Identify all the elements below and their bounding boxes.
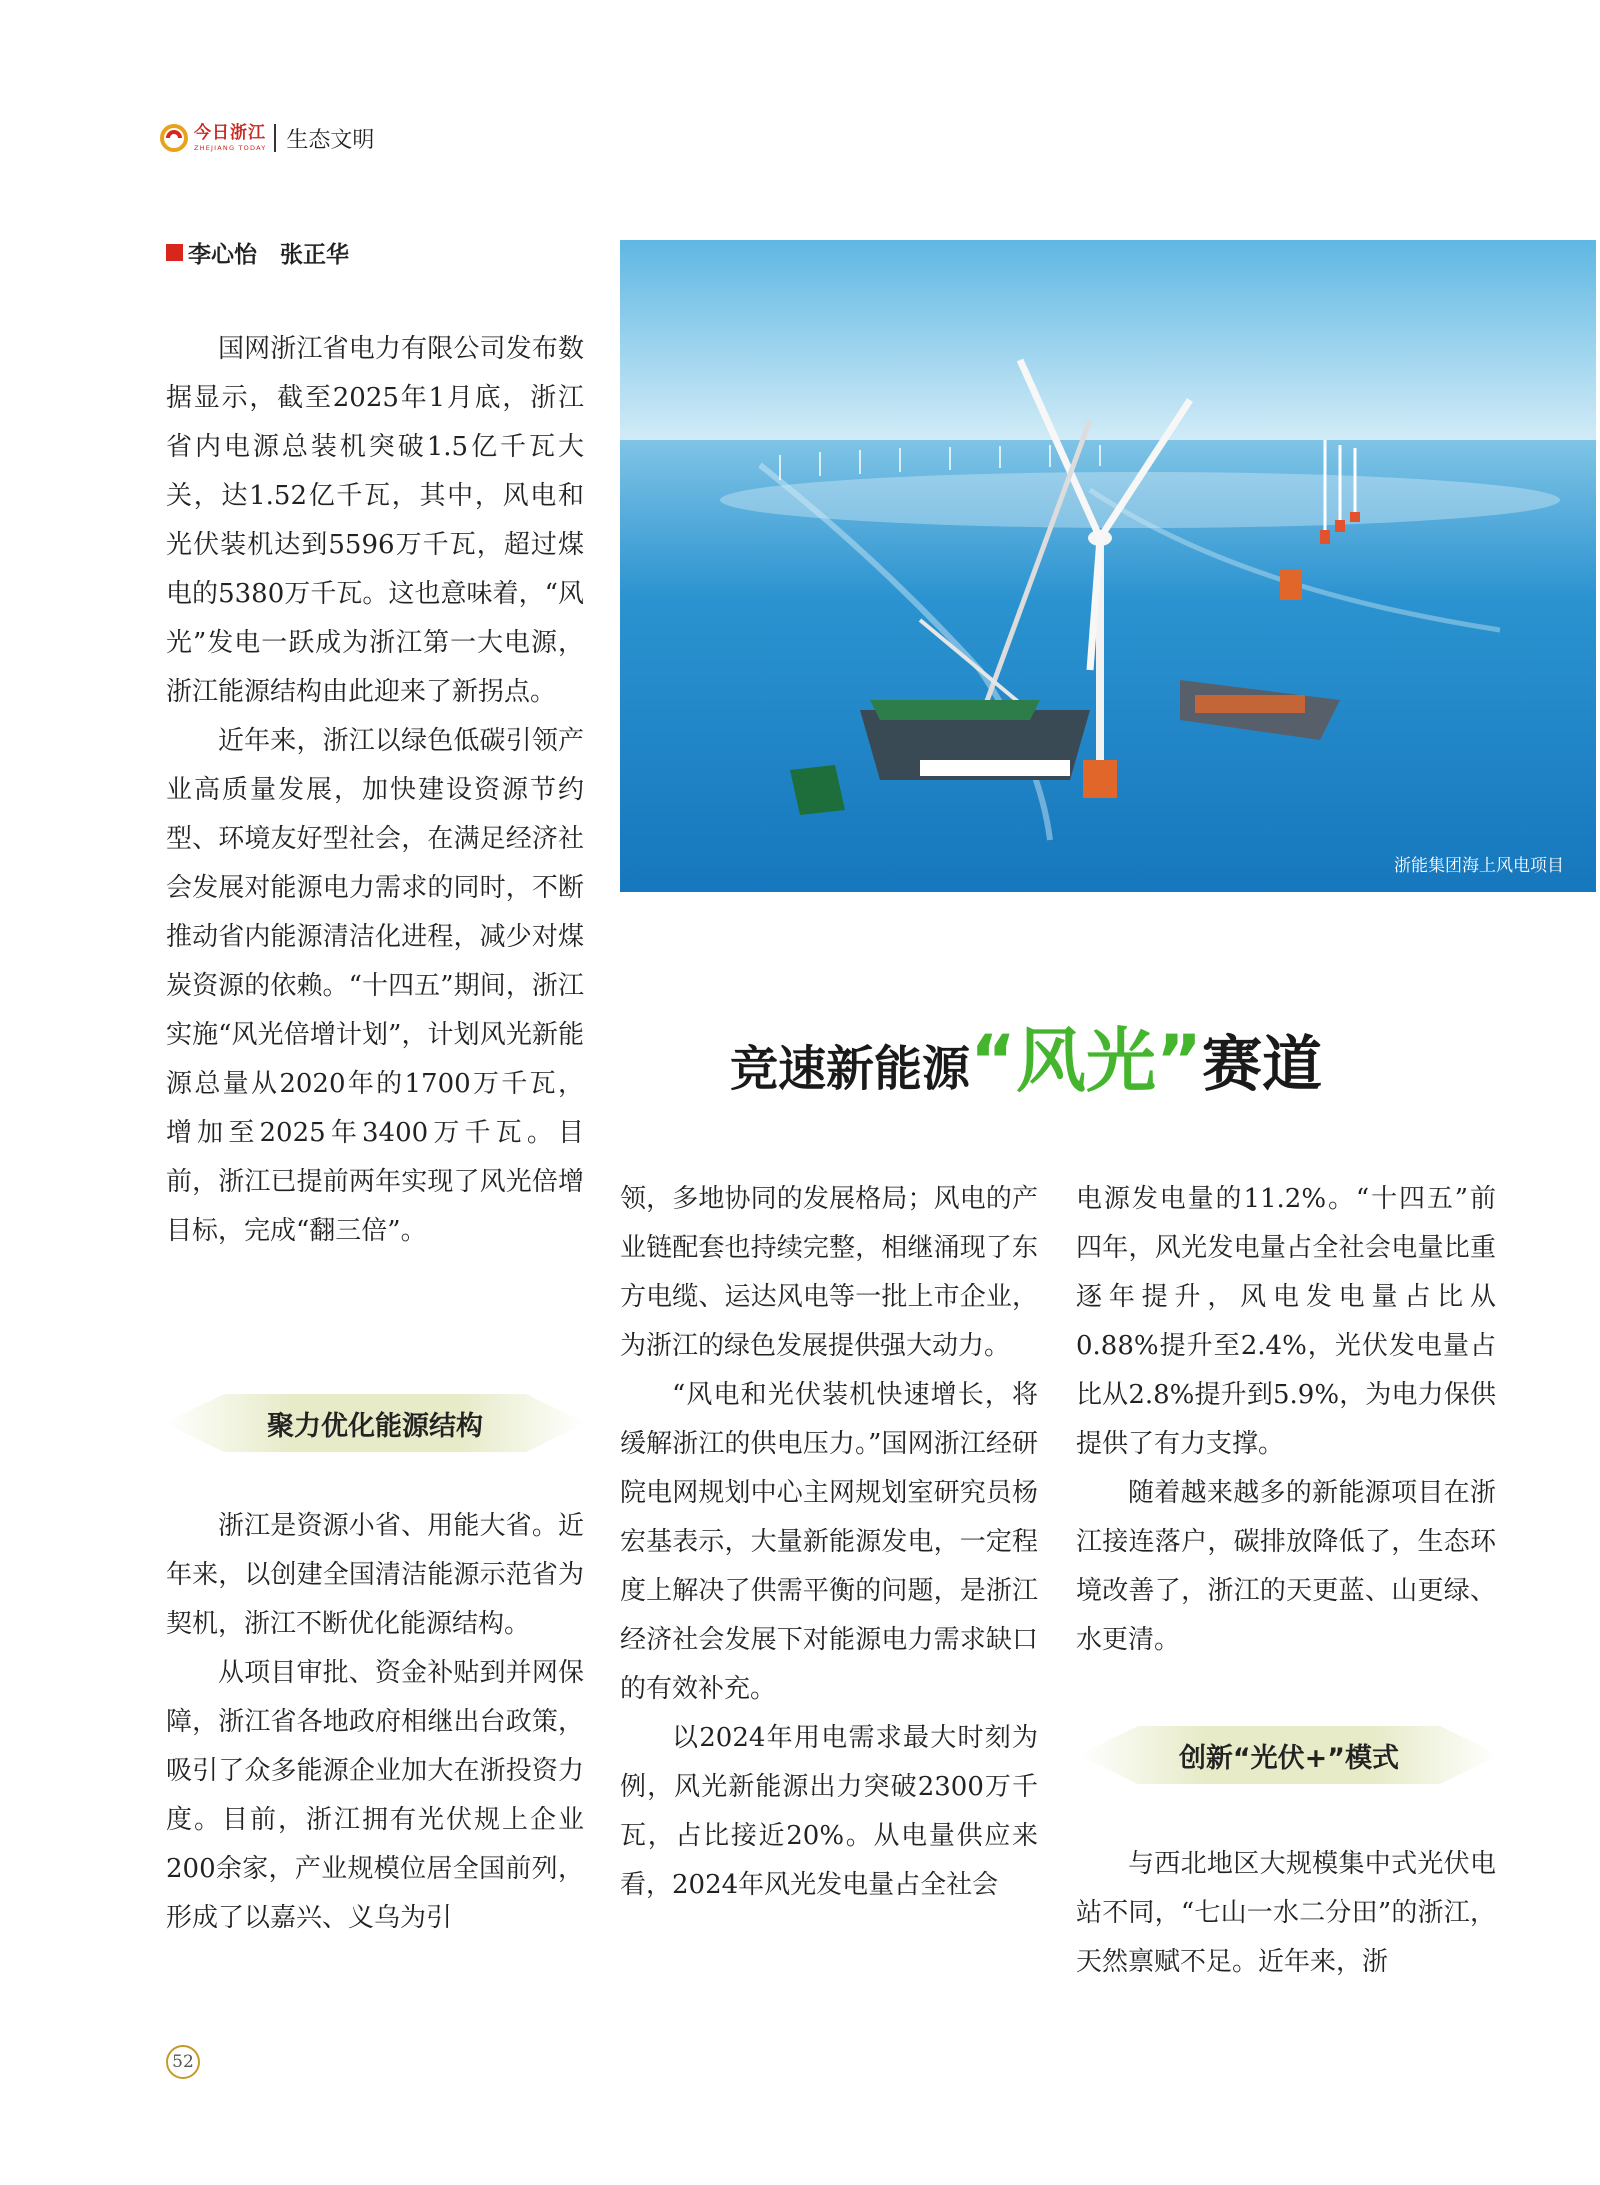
paragraph: “风电和光伏装机快速增长，将缓解浙江的供电压力。”国网浙江经研院电网规划中心主网规划室研究员杨宏基表示，大量新能源发电，一定程度上解决了供需平衡的问题，是浙江经济社会发展下对能源电力需求缺口的有效补充。 bbox=[620, 1380, 1038, 1704]
byline-marker-icon bbox=[166, 244, 183, 261]
title-part-2: 赛道 bbox=[1202, 1030, 1323, 1100]
title-part-1: 竞速新能源 bbox=[730, 1041, 971, 1097]
page-number: 52 bbox=[166, 2045, 200, 2079]
header-divider bbox=[274, 124, 276, 152]
title-highlight: “风光” bbox=[970, 1020, 1203, 1102]
subheading-energy-structure bbox=[164, 1386, 586, 1460]
magazine-logo-icon bbox=[160, 124, 188, 152]
paragraph: 与西北地区大规模集中式光伏电站不同，“七山一水二分田”的浙江，天然禀赋不足。近年来，浙 bbox=[1076, 1849, 1496, 1977]
article-title bbox=[730, 1005, 1322, 1106]
subheading-text: 创新“光伏+”模式 bbox=[1178, 1742, 1400, 1774]
author-names: 李心怡 张正华 bbox=[188, 242, 349, 268]
masthead bbox=[160, 118, 374, 158]
paragraph: 电源发电量的11.2%。“十四五”前四年，风光发电量占全社会电量比重逐年提升，风电发电量占比从0.88%提升至2.4%，光伏发电量占比从2.8%提升到5.9%，为电力保供提供了有力支撑。 bbox=[1076, 1184, 1496, 1459]
logo-english: ZHEJIANG TODAY bbox=[194, 143, 267, 152]
paragraph: 随着越来越多的新能源项目在浙江接连落户，碳排放降低了，生态环境改善了，浙江的天更蓝、山更绿、水更清。 bbox=[1076, 1478, 1496, 1655]
paragraph: 近年来，浙江以绿色低碳引领产业高质量发展，加快建设资源节约型、环境友好型社会，在满足经济社会发展对能源电力需求的同时，不断推动省内能源清洁化进程，减少对煤炭资源的依赖。“十四五”期间，浙江实施“风光倍增计划”，计划风光新能源总量从2020年的1700万千瓦，增加至2025年3400万千瓦。目前，浙江已提前两年实现了风光倍增目标，完成“翻三倍”。 bbox=[166, 726, 584, 1246]
paragraph: 以2024年用电需求最大时刻为例，风光新能源出力突破2300万千瓦，占比接近20%。从电量供应来看，2024年风光发电量占全社会 bbox=[620, 1723, 1038, 1900]
offshore-wind-photo bbox=[620, 240, 1596, 892]
offshore-wind-illustration bbox=[620, 240, 1596, 892]
column-1-bottom bbox=[166, 1502, 584, 1943]
paragraph: 领，多地协同的发展格局；风电的产业链配套也持续完整，相继涌现了东方电缆、运达风电等一批上市企业，为浙江的绿色发展提供强大动力。 bbox=[620, 1184, 1038, 1361]
photo-caption: 浙能集团海上风电项目 bbox=[1394, 856, 1564, 876]
column-1-top bbox=[166, 325, 584, 1256]
section-name: 生态文明 bbox=[286, 127, 375, 153]
magazine-logo bbox=[194, 122, 267, 152]
byline bbox=[166, 236, 349, 269]
column-3 bbox=[1076, 1175, 1496, 1665]
logo-chinese: 今日浙江 bbox=[194, 122, 266, 143]
column-3-bottom bbox=[1076, 1840, 1496, 1987]
paragraph: 浙江是资源小省、用能大省。近年来，以创建全国清洁能源示范省为契机，浙江不断优化能源结构。 bbox=[166, 1511, 584, 1639]
column-2 bbox=[620, 1175, 1038, 1910]
subheading-text: 聚力优化能源结构 bbox=[267, 1410, 483, 1442]
paragraph: 国网浙江省电力有限公司发布数据显示，截至2025年1月底，浙江省内电源总装机突破1.5亿千瓦大关，达1.52亿千瓦，其中，风电和光伏装机达到5596万千瓦，超过煤电的5380万千瓦。这也意味着，“风光”发电一跃成为浙江第一大电源，浙江能源结构由此迎来了新拐点。 bbox=[166, 334, 584, 707]
paragraph: 从项目审批、资金补贴到并网保障，浙江省各地政府相继出台政策，吸引了众多能源企业加大在浙投资力度。目前，浙江拥有光伏规上企业200余家，产业规模位居全国前列，形成了以嘉兴、义乌为引 bbox=[166, 1658, 584, 1933]
subheading-pv-model bbox=[1078, 1718, 1500, 1792]
